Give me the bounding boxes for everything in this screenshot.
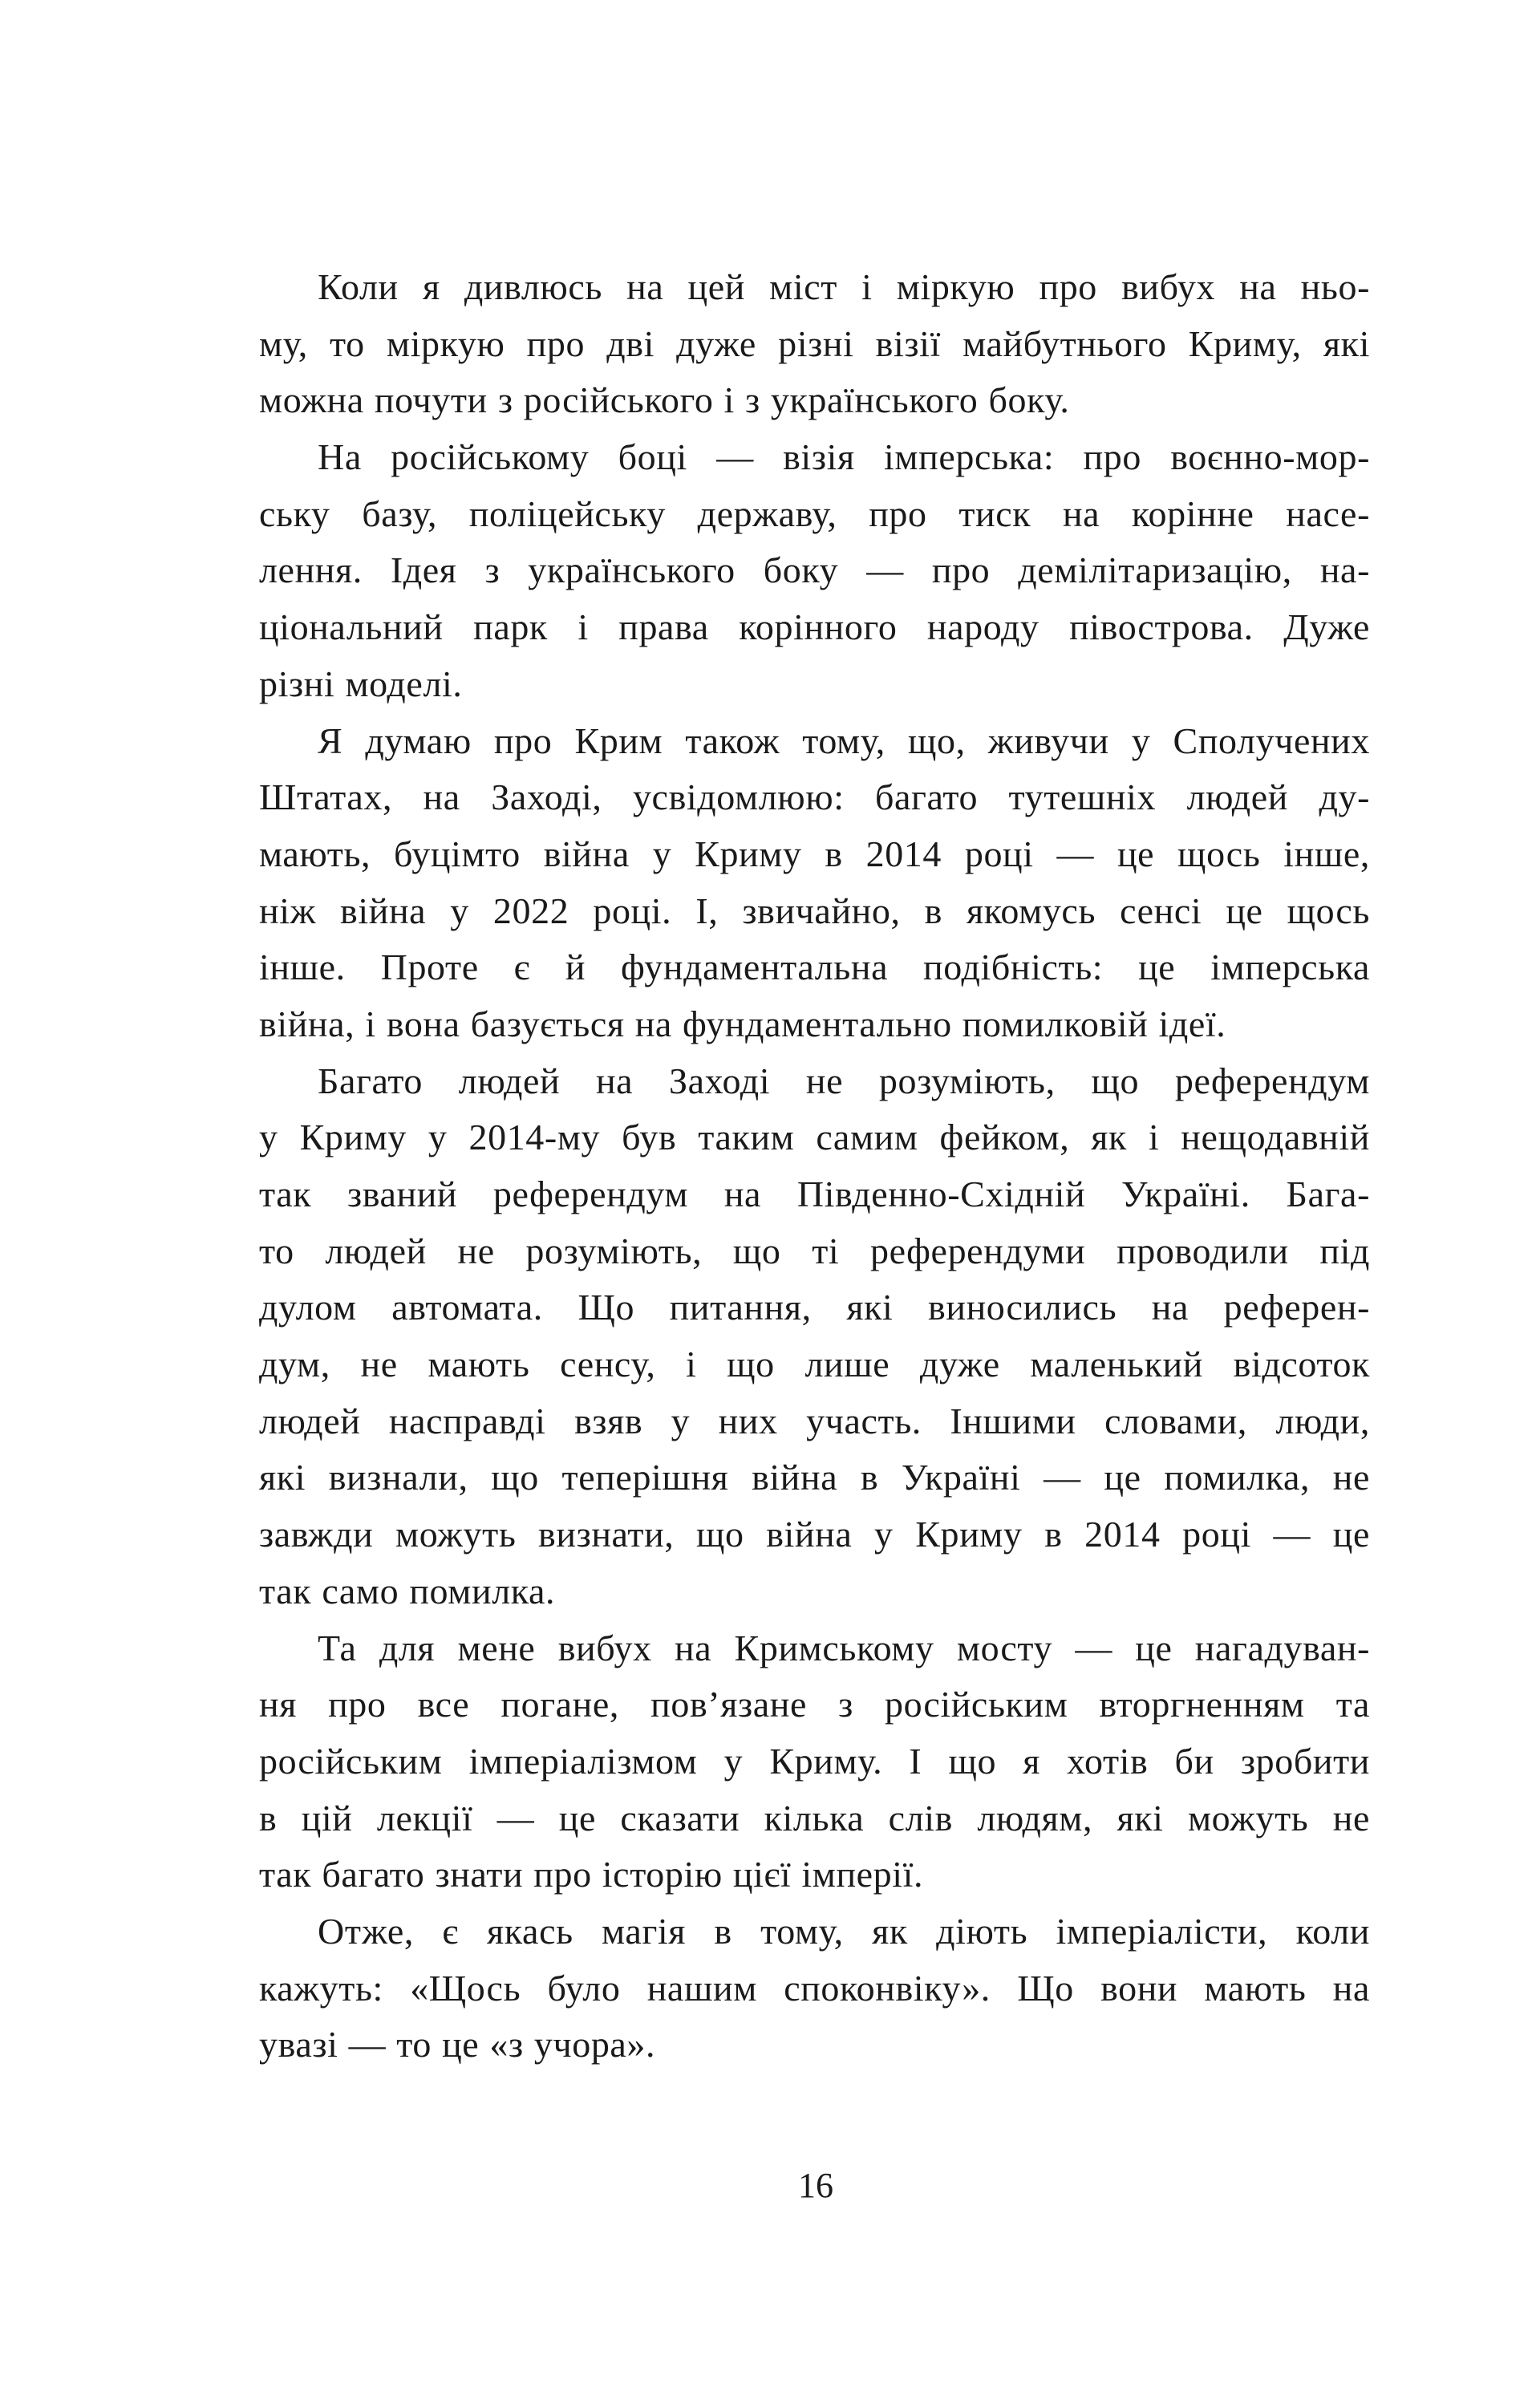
- text-line: лення. Ідея з українського боку — про демілітаризацію, на-: [259, 549, 1370, 591]
- paragraph-6: [259, 1903, 1370, 2074]
- paragraph-2: [259, 429, 1370, 712]
- text-line: так званий референдум на Південно-Східній Україні. Бага-: [259, 1174, 1370, 1214]
- text-line: мають, буцімто війна у Криму в 2014 році — це щось інше,: [259, 833, 1370, 874]
- text-line: війна, і вона базується на фундаментально помилковій ідеї.: [259, 1003, 1226, 1044]
- text-line: так багато знати про історію цієї імперії.: [259, 1854, 924, 1895]
- page-number: 16: [798, 2166, 833, 2205]
- paragraph-4: [259, 1053, 1370, 1620]
- text-line: дум, не мають сенсу, і що лише дуже маленький відсоток: [259, 1344, 1370, 1385]
- text-line: російським імперіалізмом у Криму. І що я хотів би зробити: [259, 1740, 1370, 1782]
- text-line: дулом автомата. Що питання, які виносились на референ-: [259, 1287, 1370, 1328]
- text-line: му, то міркую про дві дуже різні візії майбутнього Криму, які: [259, 322, 1370, 364]
- text-line: то людей не розуміють, що ті референдуми проводили під: [259, 1230, 1370, 1271]
- text-line: Багато людей на Заході не розуміють, що референдум: [318, 1060, 1370, 1101]
- text-line: ську базу, поліцейську державу, про тиск на корінне насе-: [259, 493, 1370, 534]
- text-line: які визнали, що теперішня війна в Україні — це помилка, не: [259, 1457, 1370, 1498]
- text-line: Штатах, на Заході, усвідомлюю: багато тутешніх людей ду-: [259, 776, 1370, 818]
- text-line: кажуть: «Щось було нашим споконвіку». Що вони мають на: [259, 1967, 1370, 2009]
- text-line: завжди можуть визнати, що війна у Криму в 2014 році — це: [259, 1514, 1370, 1555]
- text-line: Я думаю про Крим також тому, що, живучи у Сполучених: [318, 720, 1370, 761]
- text-line: На російському боці — візія імперська: про воєнно-мор-: [318, 436, 1370, 478]
- text-line: ніж війна у 2022 році. І, звичайно, в якомусь сенсі це щось: [259, 890, 1370, 931]
- text-line: людей насправді взяв у них участь. Іншими словами, люди,: [259, 1400, 1370, 1441]
- text-line: так само помилка.: [259, 1570, 556, 1611]
- paragraph-3: [259, 713, 1370, 1053]
- text-line: інше. Проте є й фундаментальна подібність: це імперська: [259, 947, 1370, 988]
- text-line: Та для мене вибух на Кримському мосту — це нагадуван-: [318, 1627, 1370, 1668]
- text-line: можна почути з російського і з українського боку.: [259, 379, 1070, 421]
- text-line: в цій лекції — це сказати кілька слів людям, які можуть не: [259, 1797, 1370, 1838]
- text-line: у Криму у 2014-му був таким самим фейком, як і нещодавній: [259, 1117, 1370, 1158]
- text-line: Отже, є якась магія в тому, як діють імперіалісти, коли: [318, 1910, 1370, 1952]
- body-text: [259, 259, 1370, 2074]
- text-line: ня про все погане, пов’язане з російським вторгненням та: [259, 1684, 1370, 1725]
- text-line: увазі — то це «з учора».: [259, 2024, 656, 2065]
- text-line: ціональний парк і права корінного народу півострова. Дуже: [259, 606, 1370, 648]
- paragraph-1: [259, 259, 1370, 429]
- text-line: Коли я дивлюсь на цей міст і міркую про вибух на ньо-: [318, 266, 1370, 307]
- text-line: різні моделі.: [259, 663, 463, 704]
- paragraph-5: [259, 1620, 1370, 1903]
